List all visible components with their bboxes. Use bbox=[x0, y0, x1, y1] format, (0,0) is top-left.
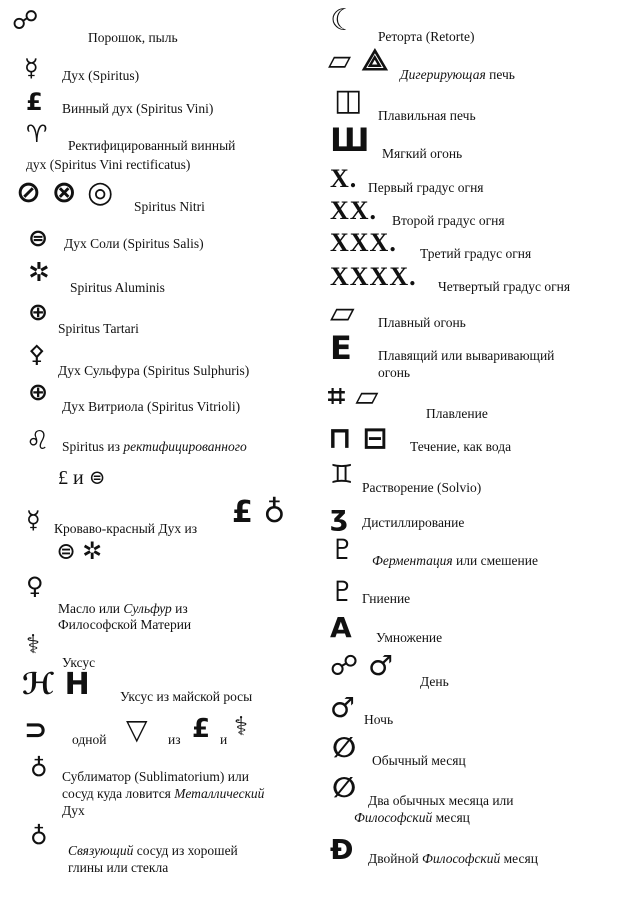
flowing-symbol-icon: ⊓ ⊟ bbox=[328, 421, 388, 456]
spiritus-nitri-symbol-icon: ⊘ ⊗ ◎ bbox=[16, 175, 114, 210]
fourth-degree-fire-symbol-icon: XXXX. bbox=[330, 262, 417, 291]
boiling-fire-symbol-icon: Ε bbox=[330, 329, 352, 367]
entry-connecting-vessel-line2: глины или стекла bbox=[68, 860, 169, 875]
entry-tartar-spirit: Spiritus Tartari bbox=[58, 321, 139, 336]
entry-fourth-degree-fire: Четвертый градус огня bbox=[438, 279, 571, 294]
entry-putrefaction: Гниение bbox=[362, 591, 411, 606]
entry-vinegar: Уксус bbox=[62, 655, 96, 670]
soft-fire-symbol-icon: Ш bbox=[330, 121, 370, 159]
entry-gentle-fire: Плавный огонь bbox=[378, 315, 466, 330]
third-degree-fire-symbol-icon: XXX. bbox=[330, 228, 397, 257]
dissolution-symbol-icon: ♊ bbox=[330, 460, 354, 490]
wine-spirit-pair-icon: £ ♁ bbox=[232, 495, 286, 530]
entry-sublimator-line3: Дух bbox=[62, 803, 85, 818]
gentle-fire-symbol-icon: ▱ bbox=[330, 293, 355, 331]
entry-sublimator: Сублиматор (Sublimatorium) или bbox=[62, 769, 249, 784]
entry-night: Ночь bbox=[364, 712, 394, 727]
sublimator-symbol-icon: ♁ bbox=[30, 754, 48, 782]
entry-connecting-vessel: Связующий сосуд из хорошей bbox=[68, 843, 238, 858]
entry-oil-sulphur-line2: Философской Материи bbox=[58, 617, 192, 632]
entry-rectified-spirit: Spiritus из ректифицированного bbox=[62, 439, 247, 454]
may-dew-vinegar-symbol-icon: ℋ H bbox=[22, 667, 90, 702]
entry-distillation: Дистиллирование bbox=[362, 515, 465, 530]
multiplication-symbol-icon: A bbox=[330, 611, 352, 644]
double-month-symbol-icon: Ɖ bbox=[330, 833, 354, 866]
fermentation-symbol-icon: ♇ bbox=[330, 533, 356, 566]
alum-spirit-symbol-icon: ✲ bbox=[28, 258, 50, 288]
entry-flowing: Течение, как вода bbox=[410, 439, 512, 454]
entry-wine-spirit: Винный дух (Spiritus Vini) bbox=[62, 101, 214, 116]
entry-sulphur-spirit: Дух Сульфура (Spiritus Sulphuris) bbox=[58, 363, 250, 378]
entry-retort: Реторта (Retorte) bbox=[378, 29, 475, 44]
digesting-furnace-symbol-icon: ▱ ⟁ bbox=[328, 43, 389, 78]
entry-boiling-fire-line2: огонь bbox=[378, 365, 411, 380]
entry-soft-fire: Мягкий огонь bbox=[382, 146, 463, 161]
one-symbol-icon: ⊃ bbox=[24, 713, 48, 746]
entry-one-and: и bbox=[220, 732, 228, 747]
entry-salt-spirit: Дух Соли (Spiritus Salis) bbox=[64, 236, 204, 251]
entry-alum-spirit: Spiritus Aluminis bbox=[70, 280, 165, 295]
entry-blood-red-spirit-line2: ⊜ ✲ bbox=[56, 539, 103, 565]
day-symbol-icon: ☍ ♂ bbox=[330, 649, 394, 682]
entry-day: День bbox=[420, 674, 449, 689]
oil-sulphur-symbol-icon: ♀ bbox=[26, 572, 44, 600]
salt-spirit-symbol-icon: ⊜ bbox=[28, 224, 49, 252]
ordinary-month-symbol-icon: ∅ bbox=[332, 731, 356, 764]
entry-first-degree-fire: Первый градус огня bbox=[368, 180, 484, 195]
vitriol-spirit-symbol-icon: ⊕ bbox=[28, 378, 49, 406]
entry-spirit: Дух (Spiritus) bbox=[62, 68, 140, 83]
sulphur-spirit-symbol-icon: ⚴ bbox=[28, 340, 46, 368]
entry-one: одной bbox=[72, 732, 107, 747]
entry-vitriol-spirit: Дух Витриола (Spiritus Vitrioli) bbox=[62, 399, 241, 414]
entry-blood-red-spirit: Кроваво-красный Дух из bbox=[54, 521, 198, 536]
entry-may-dew-vinegar: Уксус из майской росы bbox=[120, 689, 253, 704]
blood-red-spirit-symbol-icon: ☿ bbox=[26, 506, 41, 534]
entry-oil-sulphur: Масло или Сульфур из bbox=[58, 601, 188, 616]
entry-second-degree-fire: Второй градус огня bbox=[392, 213, 505, 228]
powder-symbol-icon: ☍ bbox=[12, 6, 39, 36]
entry-spiritus-nitri: Spiritus Nitri bbox=[134, 199, 205, 214]
rectified-spirit-symbol-icon: ♌ bbox=[26, 426, 50, 456]
vinegar-small-icon: ⚕ bbox=[234, 712, 249, 742]
entry-digesting-furnace: Дигерирующая печь bbox=[400, 67, 515, 82]
entry-melting-furnace: Плавильная печь bbox=[378, 108, 476, 123]
entry-rectified-wine-spirit-line2: дух (Spiritus Vini rectificatus) bbox=[26, 157, 191, 172]
entry-one-from: из bbox=[168, 732, 181, 747]
entry-rectified-spirit-line2: £ и ⊜ bbox=[58, 467, 106, 489]
entry-ordinary-month: Обычный месяц bbox=[372, 753, 466, 768]
first-degree-fire-symbol-icon: X. bbox=[330, 164, 358, 193]
entry-fermentation: Ферментация или смешение bbox=[372, 553, 538, 568]
connecting-vessel-symbol-icon: ♁ bbox=[30, 822, 48, 850]
second-degree-fire-symbol-icon: XX. bbox=[330, 196, 378, 225]
entry-melting: Плавление bbox=[426, 406, 488, 421]
entry-rectified-wine-spirit: Ректифицированный винный bbox=[68, 138, 236, 153]
distillation-symbol-icon: ʒ bbox=[330, 499, 348, 532]
entry-dissolution: Растворение (Solvio) bbox=[362, 480, 482, 495]
putrefaction-symbol-icon: ♇ bbox=[330, 575, 356, 608]
entry-boiling-fire: Плавящий или вываривающий bbox=[378, 348, 555, 363]
retort-symbol-icon: ☾ bbox=[330, 3, 357, 38]
entry-double-month: Двойной Философский месяц bbox=[368, 851, 538, 866]
entry-two-months: Два обычных месяца или bbox=[368, 793, 514, 808]
wine-spirit-small-icon: £ bbox=[192, 714, 211, 744]
tartar-spirit-symbol-icon: ⊕ bbox=[28, 298, 49, 326]
vinegar-symbol-icon: ⚕ bbox=[26, 630, 41, 660]
melting-furnace-symbol-icon: ◫ bbox=[334, 83, 363, 118]
entry-two-months-line2: Философский месяц bbox=[354, 810, 470, 825]
melting-symbol-icon: ⌗ ▱ bbox=[328, 379, 379, 414]
rectified-wine-spirit-symbol-icon: ♈ bbox=[26, 120, 48, 148]
triangle-symbol-icon: ▽ bbox=[126, 713, 148, 746]
two-months-symbol-icon: ∅ bbox=[332, 771, 356, 804]
entry-powder: Порошок, пыль bbox=[88, 30, 178, 45]
entry-multiplication: Умножение bbox=[376, 630, 443, 645]
spirit-symbol-icon: ☿ bbox=[24, 54, 39, 82]
night-symbol-icon: ♂ bbox=[330, 691, 356, 724]
wine-spirit-symbol-icon: £ bbox=[26, 88, 43, 116]
entry-third-degree-fire: Третий градус огня bbox=[420, 246, 532, 261]
entry-sublimator-line2: сосуд куда ловится Металлический bbox=[62, 786, 265, 801]
